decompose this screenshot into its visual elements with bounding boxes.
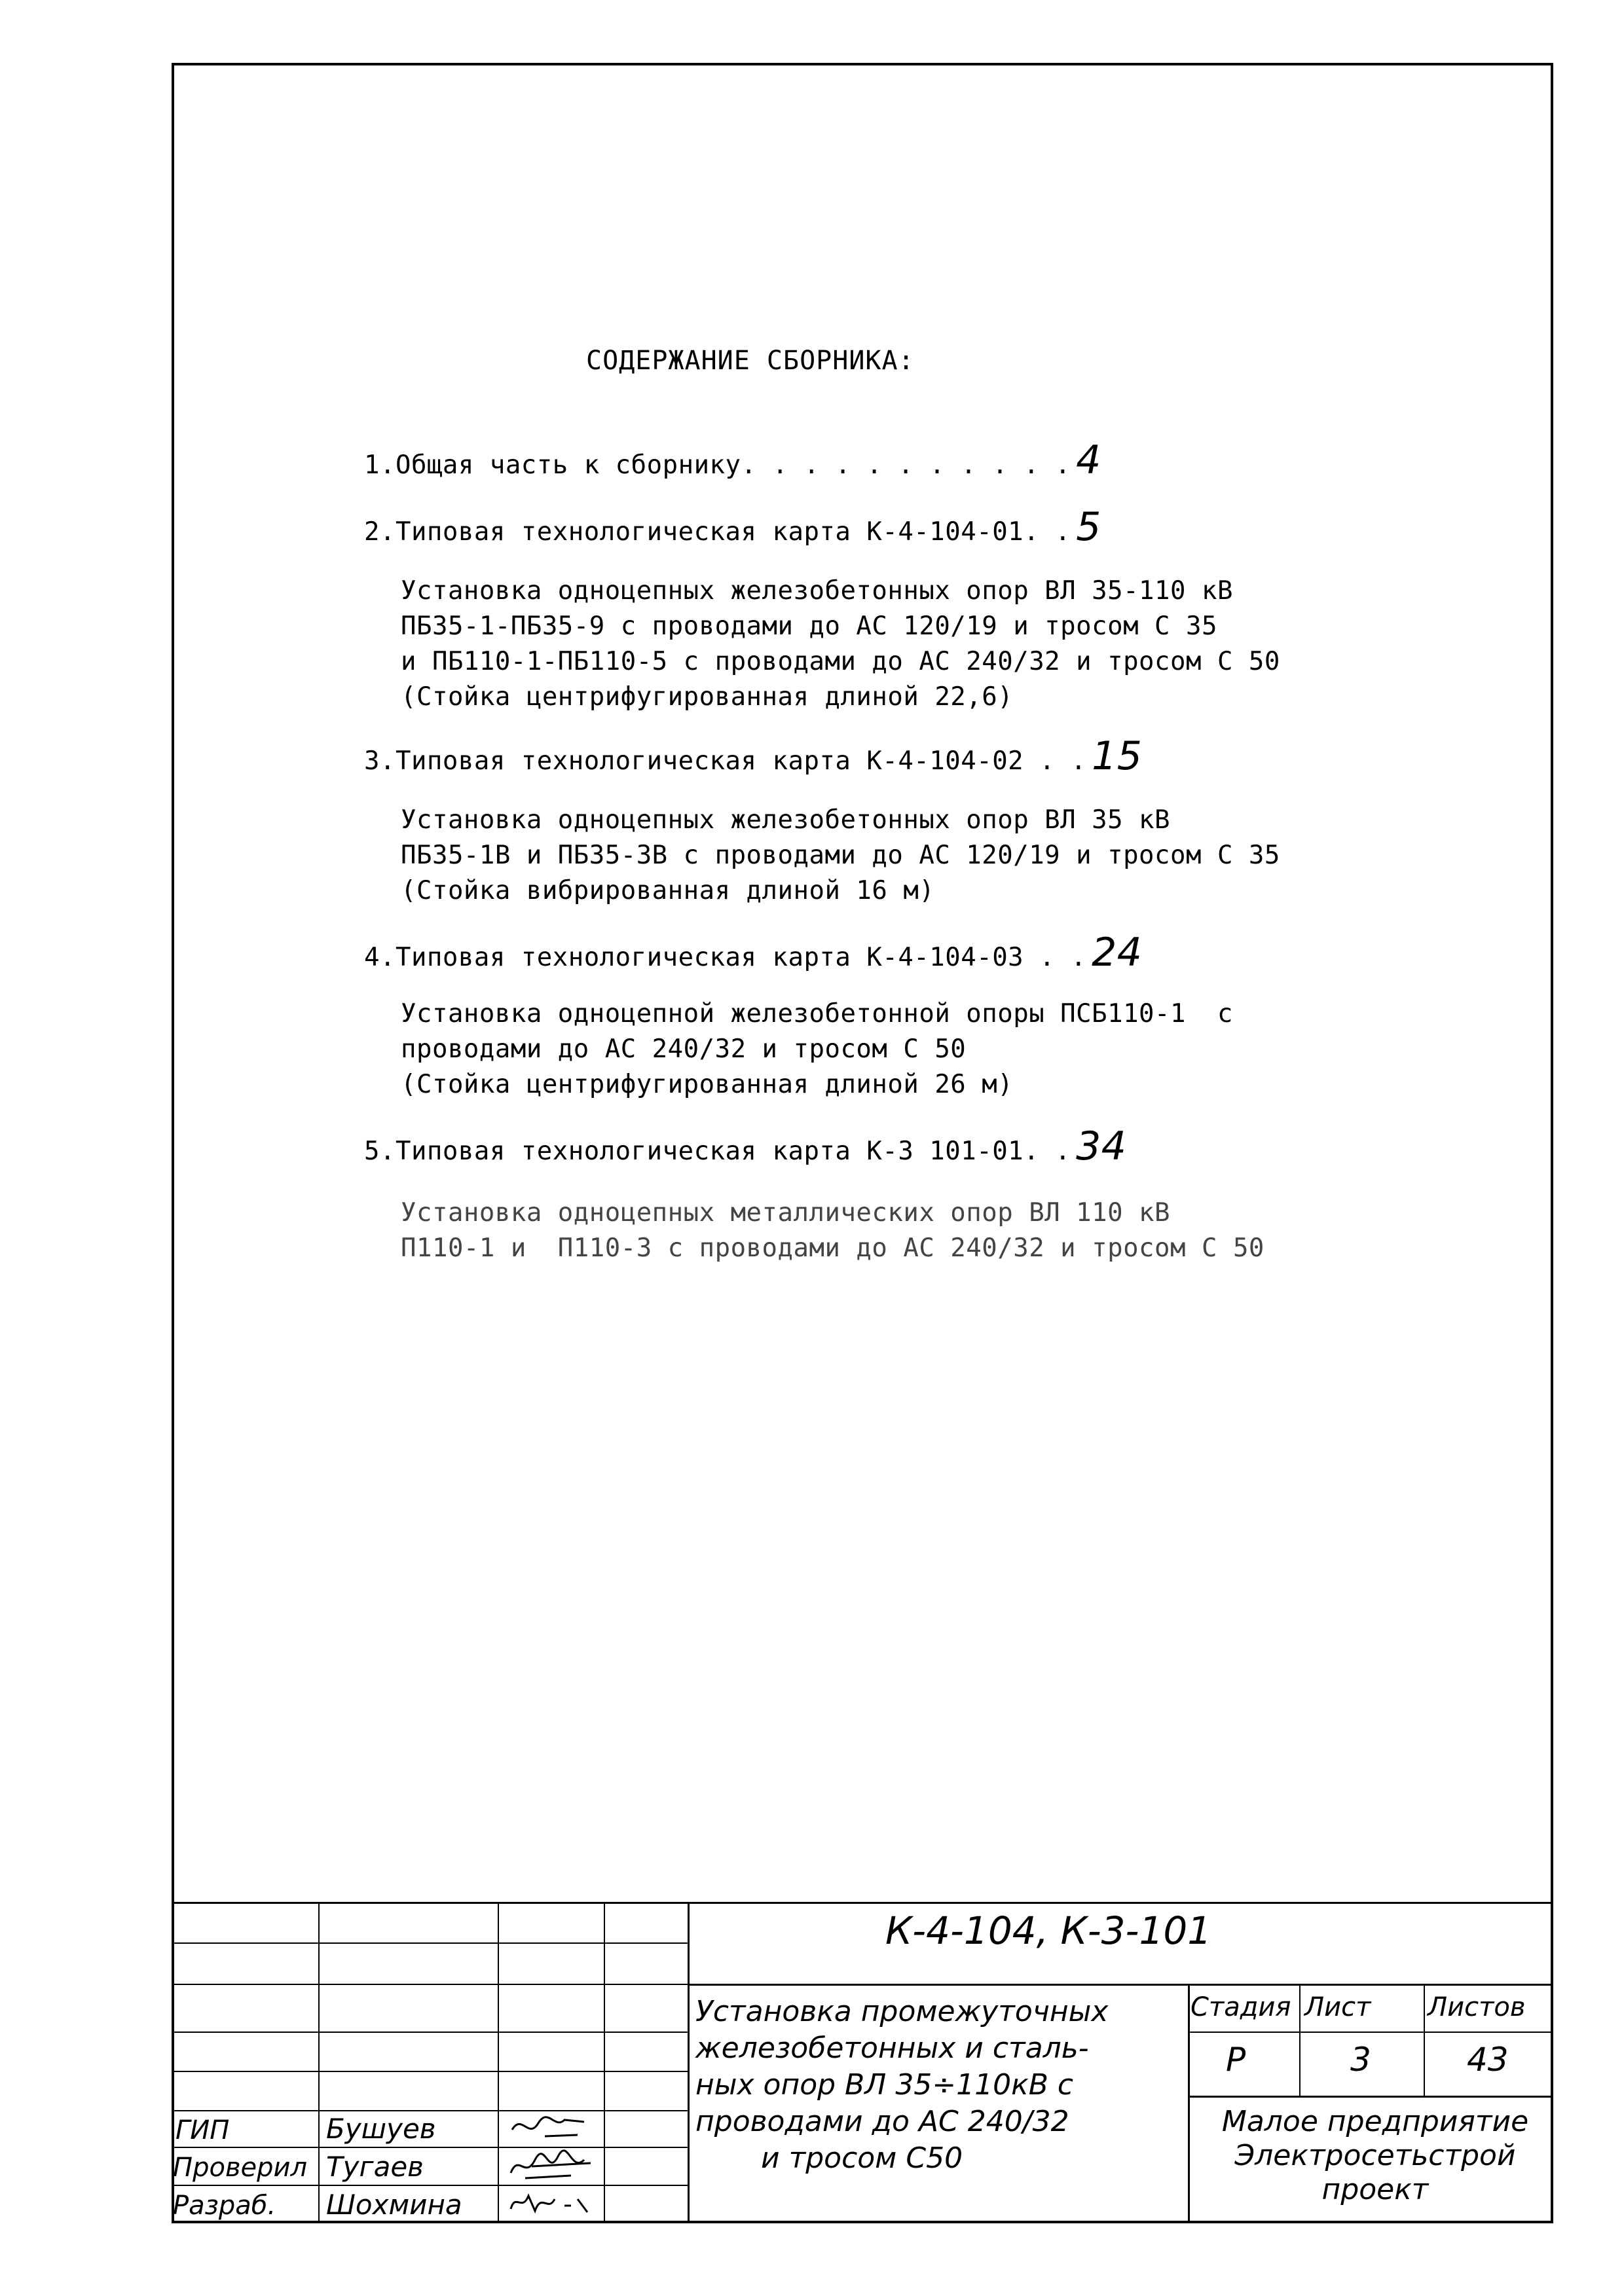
signature-gip <box>506 2110 604 2149</box>
organization <box>1197 2105 1553 2207</box>
document-title: СОДЕРЖАНИЕ СБОРНИКА: <box>586 346 915 376</box>
name-gip: Бушуев <box>326 2113 436 2145</box>
toc-entry-page: 15 <box>1092 733 1143 779</box>
title-block <box>172 1902 1553 2223</box>
organization-line: Электросетьстрой <box>1234 2139 1516 2172</box>
header-sheets: Листов <box>1428 1992 1526 2022</box>
header-stage: Стадия <box>1190 1992 1291 2022</box>
toc-entry-4 <box>364 930 1142 975</box>
stamp-description-line: Установка промежуточных <box>695 1995 1109 2028</box>
description-line: (Стойка центрифугированная длиной 26 м) <box>401 1070 1014 1099</box>
stamp-description-line: проводами до АС 240/32 <box>695 2105 1069 2138</box>
toc-entry-page: 34 <box>1076 1123 1127 1169</box>
signature-checked <box>506 2147 604 2189</box>
value-stage: Р <box>1226 2041 1246 2079</box>
role-checked: Проверил <box>173 2153 308 2183</box>
toc-entry-label: 1.Общая часть к сборнику. . . . . . . . . . . <box>364 450 1071 480</box>
name-developed: Шохмина <box>326 2189 462 2221</box>
toc-entry-label: 3.Типовая технологическая карта К-4-104-02 . . <box>364 746 1087 776</box>
toc-entry-2-description <box>401 574 1280 715</box>
stamp-description-line: ных опор ВЛ 35÷110кВ с <box>695 2068 1074 2102</box>
description-line: Установка одноцепных металлических опор ВЛ 110 кВ <box>401 1198 1171 1228</box>
toc-entry-5-description <box>401 1195 1264 1266</box>
organization-line: Малое предприятие <box>1221 2105 1529 2138</box>
stamp-description <box>695 1994 1108 2177</box>
description-line: Установка одноцепных железобетонных опор ВЛ 35 кВ <box>401 805 1171 835</box>
signature-developed <box>506 2186 604 2225</box>
toc-entry-label: 5.Типовая технологическая карта К-3 101-01. . <box>364 1137 1071 1166</box>
description-line: проводами до АС 240/32 и тросом С 50 <box>401 1034 967 1064</box>
value-sheets: 43 <box>1467 2041 1509 2079</box>
organization-line: проект <box>1321 2173 1429 2206</box>
role-developed: Разраб. <box>173 2191 276 2221</box>
toc-entry-page: 4 <box>1076 437 1101 483</box>
description-line: (Стойка вибрированная длиной 16 м) <box>401 876 935 905</box>
description-line: ПБ35-1-ПБ35-9 с проводами до АС 120/19 и тросом С 35 <box>401 611 1217 641</box>
toc-entry-page: 5 <box>1076 504 1101 550</box>
toc-entry-1 <box>364 437 1101 483</box>
description-line: Установка одноцепных железобетонных опор ВЛ 35-110 кВ <box>401 576 1233 606</box>
description-line: (Стойка центрифугированная длиной 22,6) <box>401 682 1014 712</box>
toc-entry-4-description <box>401 996 1233 1102</box>
header-sheet: Лист <box>1304 1992 1371 2022</box>
description-line: ПБ35-1В и ПБ35-3В с проводами до АС 120/19 и тросом С 35 <box>401 841 1280 870</box>
stamp-description-line: железобетонных и сталь- <box>695 2032 1089 2065</box>
toc-entry-label: 2.Типовая технологическая карта К-4-104-01. . <box>364 517 1071 547</box>
toc-entry-2 <box>364 504 1101 550</box>
description-line: Установка одноцепной железобетонной опоры ПСБ110-1 с <box>401 999 1233 1029</box>
name-checked: Тугаев <box>326 2151 424 2183</box>
toc-entry-5 <box>364 1123 1126 1169</box>
toc-entry-3 <box>364 733 1142 779</box>
description-line: П110-1 и П110-3 с проводами до АС 240/32 и тросом С 50 <box>401 1233 1264 1263</box>
toc-entry-label: 4.Типовая технологическая карта К-4-104-03 . . <box>364 943 1087 972</box>
value-sheet: 3 <box>1350 2041 1371 2079</box>
stamp-description-line: и тросом С50 <box>761 2141 963 2175</box>
toc-entry-page: 24 <box>1092 930 1143 975</box>
role-gip: ГИП <box>175 2115 230 2145</box>
document-code: К-4-104, К-3-101 <box>885 1908 1212 1953</box>
toc-entry-3-description <box>401 803 1280 909</box>
description-line: и ПБ110-1-ПБ110-5 с проводами до АС 240/32 и тросом С 50 <box>401 647 1280 676</box>
